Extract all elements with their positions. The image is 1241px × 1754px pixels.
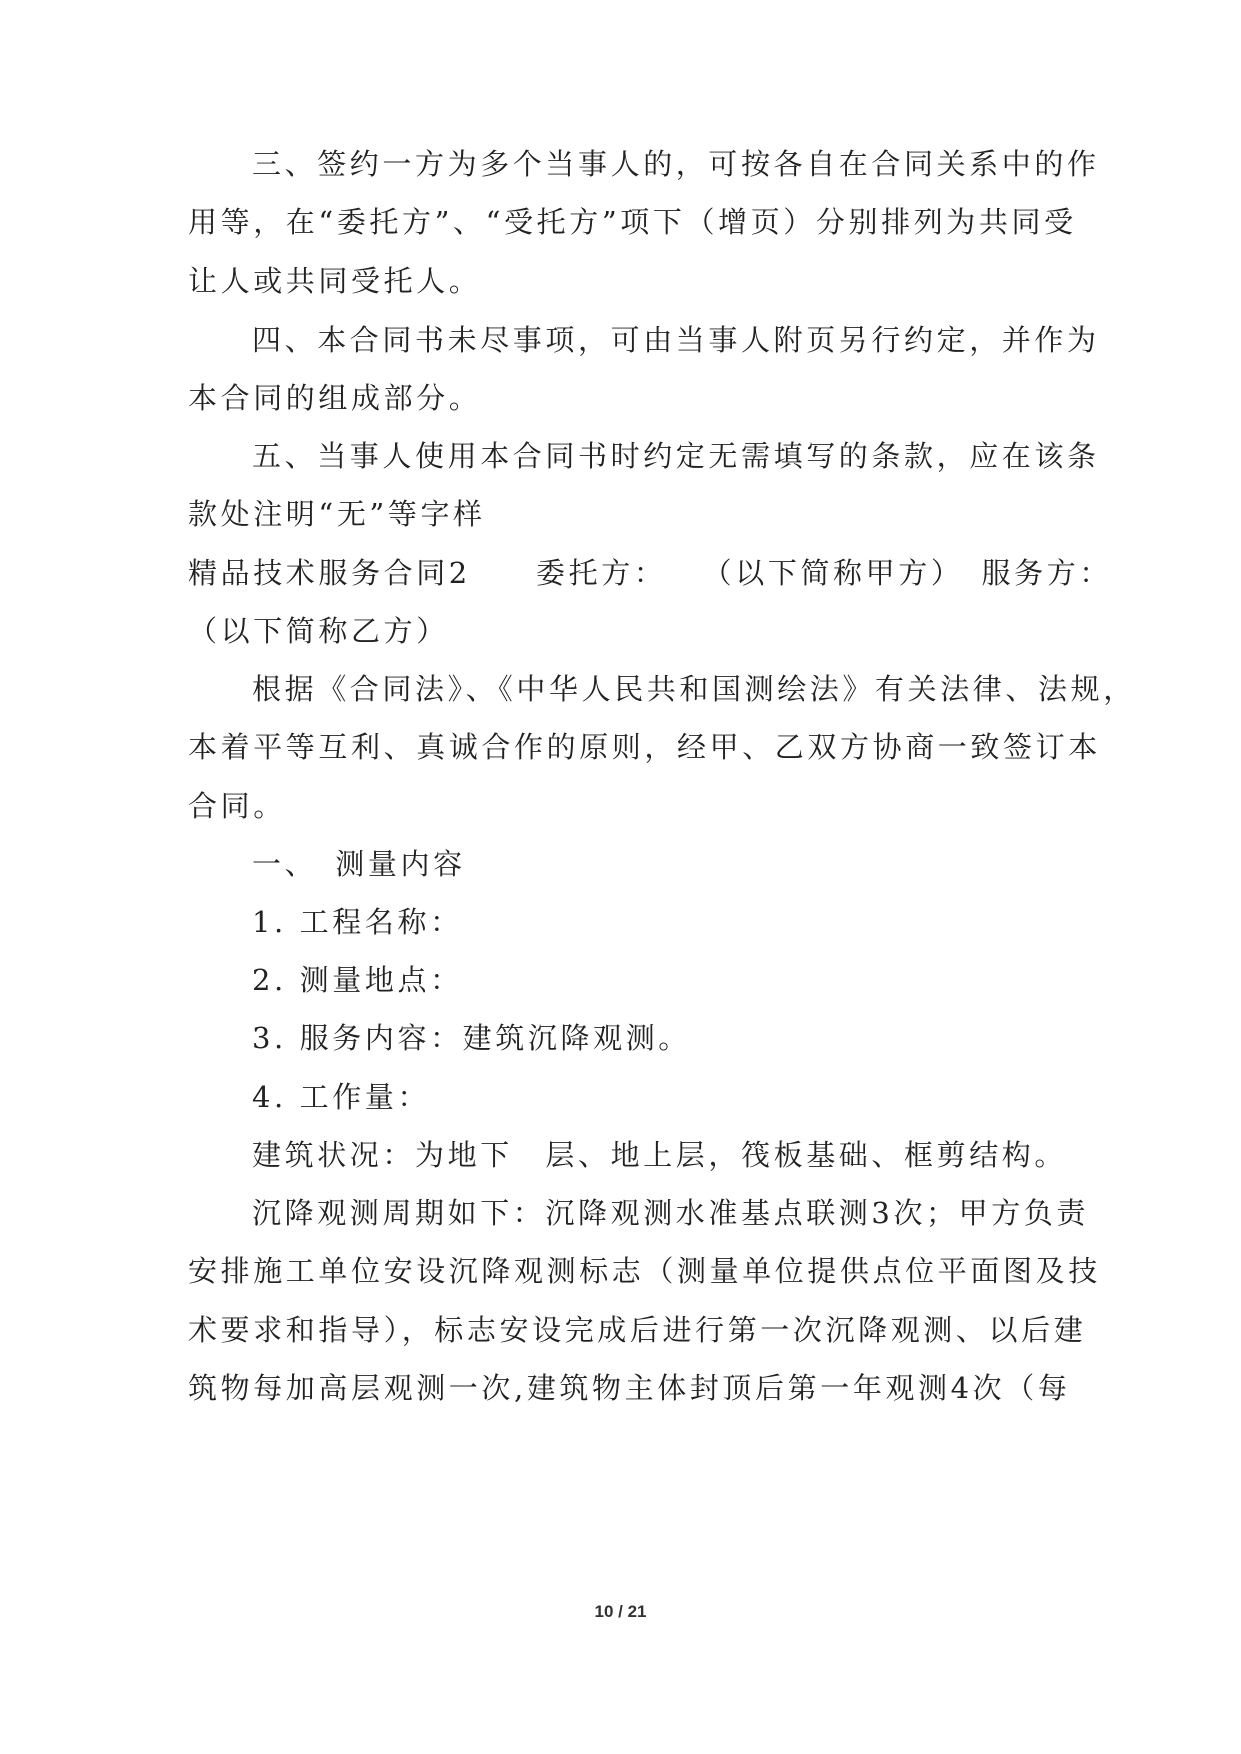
paragraph-line: 让人或共同受托人。 [188,264,482,298]
paragraph-line: 三、签约一方为多个当事人的，可按各自在合同关系中的作 [252,147,1100,181]
paragraph-line: 筑物每加高层观测一次,建筑物主体封顶后第一年观测4次（每 [188,1371,1071,1405]
paragraph-line: 用等，在“委托方”、“受托方”项下（增页）分别排列为共同受 [188,205,1077,239]
contract-heading-line: 精品技术服务合同2 委托方： （以下简称甲方） 服务方： [188,556,1112,590]
list-item: 3. 服务内容：建筑沉降观测。 [252,1021,691,1055]
paragraph-line: 沉降观测周期如下：沉降观测水准基点联测3次；甲方负责 [252,1196,1090,1230]
paragraph-line: 建筑状况：为地下 层、地上层，筏板基础、框剪结构。 [252,1138,1068,1172]
paragraph-line: （以下简称乙方） [188,614,449,648]
paragraph-line: 本合同的组成部分。 [188,381,482,415]
paragraph-line: 四、本合同书未尽事项，可由当事人附页另行约定，并作为 [252,323,1100,357]
list-item: 2. 测量地点： [252,963,463,997]
paragraph-line: 款处注明“无”等字样 [188,497,486,531]
paragraph-line: 术要求和指导），标志安设完成后进行第一次沉降观测、以后建 [188,1313,1087,1347]
list-item: 4. 工作量： [252,1080,431,1114]
page-number: 10 / 21 [594,1602,647,1621]
paragraph-line: 合同。 [188,789,286,823]
section-heading: 一、 测量内容 [252,847,466,881]
list-item: 1. 工程名称： [252,905,463,939]
paragraph-line: 本着平等互利、真诚合作的原则，经甲、乙双方协商一致签订本 [188,730,1101,764]
paragraph-line: 五、当事人使用本合同书时约定无需填写的条款，应在该条 [252,439,1100,473]
paragraph-line: 根据《合同法》、《中华人民共和国测绘法》有关法律、法规， [252,672,1136,706]
paragraph-line: 安排施工单位安设沉降观测标志（测量单位提供点位平面图及技 [188,1254,1101,1288]
